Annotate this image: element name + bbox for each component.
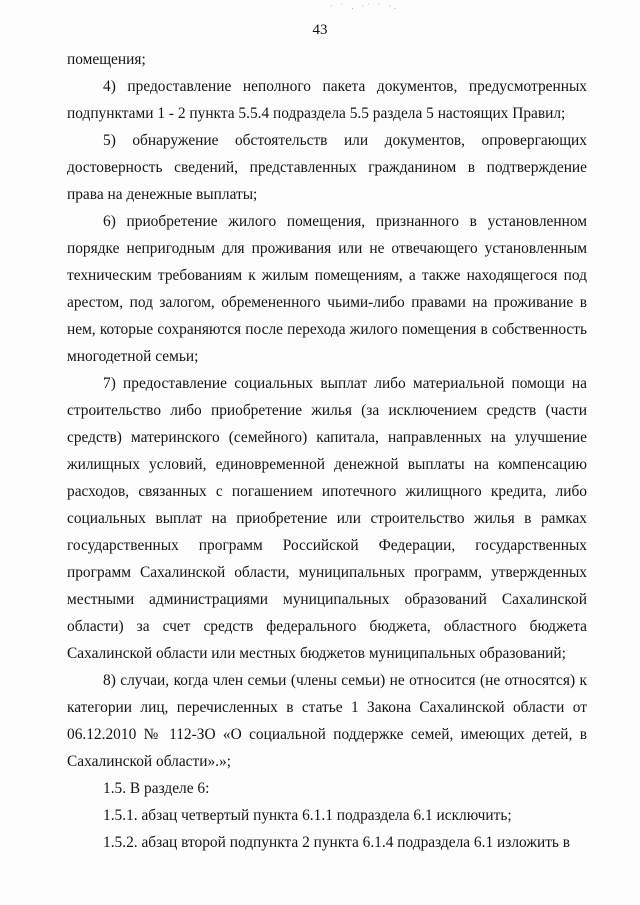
paragraph-item-5: 5) обнаружение обстоятельств или документов, опровергающих достоверность сведений, представленных гражданином в подтверждение права на денежные выплаты; bbox=[67, 132, 587, 203]
paragraph-item-4: 4) предоставление неполного пакета документов, предусмотренных подпунктами 1 - 2 пункта 5.5.4 подраздела 5.5 раздела 5 настоящих Правил; bbox=[67, 78, 587, 122]
page-number: 43 bbox=[312, 22, 328, 38]
paragraph-item-7: 7) предоставление социальных выплат либо материальной помощи на строительство либо приобретение жилья (за исключением средств (части средств) материнского (семейного) капитала, направленных на улучшение жилищных условий, единовременной денежной выплаты на компенсацию расходов, связанных с погашением ипотечного жилищного кредита, либо социальных выплат на приобретение или строительство жилья в рамках государственных программ Российской Федерации, государственных программ Сахалинской области, муниципальных программ, утвержденных местными администрациями муниципальных образований Сахалинской области) за счет средств федерального бюджета, областного бюджета Сахалинской области или местных бюджетов муниципальных образований; bbox=[67, 375, 587, 662]
paragraph-item-6: 6) приобретение жилого помещения, признанного в установленном порядке непригодным для проживания или не отвечающего установленным техническим требованиям к жилым помещениям, а также находящегося под арестом, под залогом, обремененного чьими-либо правами на проживание в нем, которые сохраняются после перехода жилого помещения в собственность многодетной семьи; bbox=[67, 213, 587, 365]
paragraph-item-8: 8) случаи, когда член семьи (члены семьи) не относится (не относятся) к категории лиц, перечисленных в статье 1 Закона Сахалинской области от 06.12.2010 № 112-ЗО «О социальной поддержке семей, имеющих детей, в Сахалинской области».»; bbox=[67, 672, 587, 770]
document-body bbox=[67, 46, 587, 856]
paragraph-section-1-5-2: 1.5.2. абзац второй подпункта 2 пункта 6.1.4 подраздела 6.1 изложить в bbox=[103, 834, 571, 851]
paragraph-section-1-5: 1.5. В разделе 6: bbox=[103, 780, 210, 797]
scan-artifact: · ˙ . ·˙ ˙ ·. bbox=[330, 2, 399, 11]
paragraph-continuation: помещения; bbox=[67, 51, 146, 68]
paragraph-section-1-5-1: 1.5.1. абзац четвертый пункта 6.1.1 подраздела 6.1 исключить; bbox=[103, 807, 512, 824]
